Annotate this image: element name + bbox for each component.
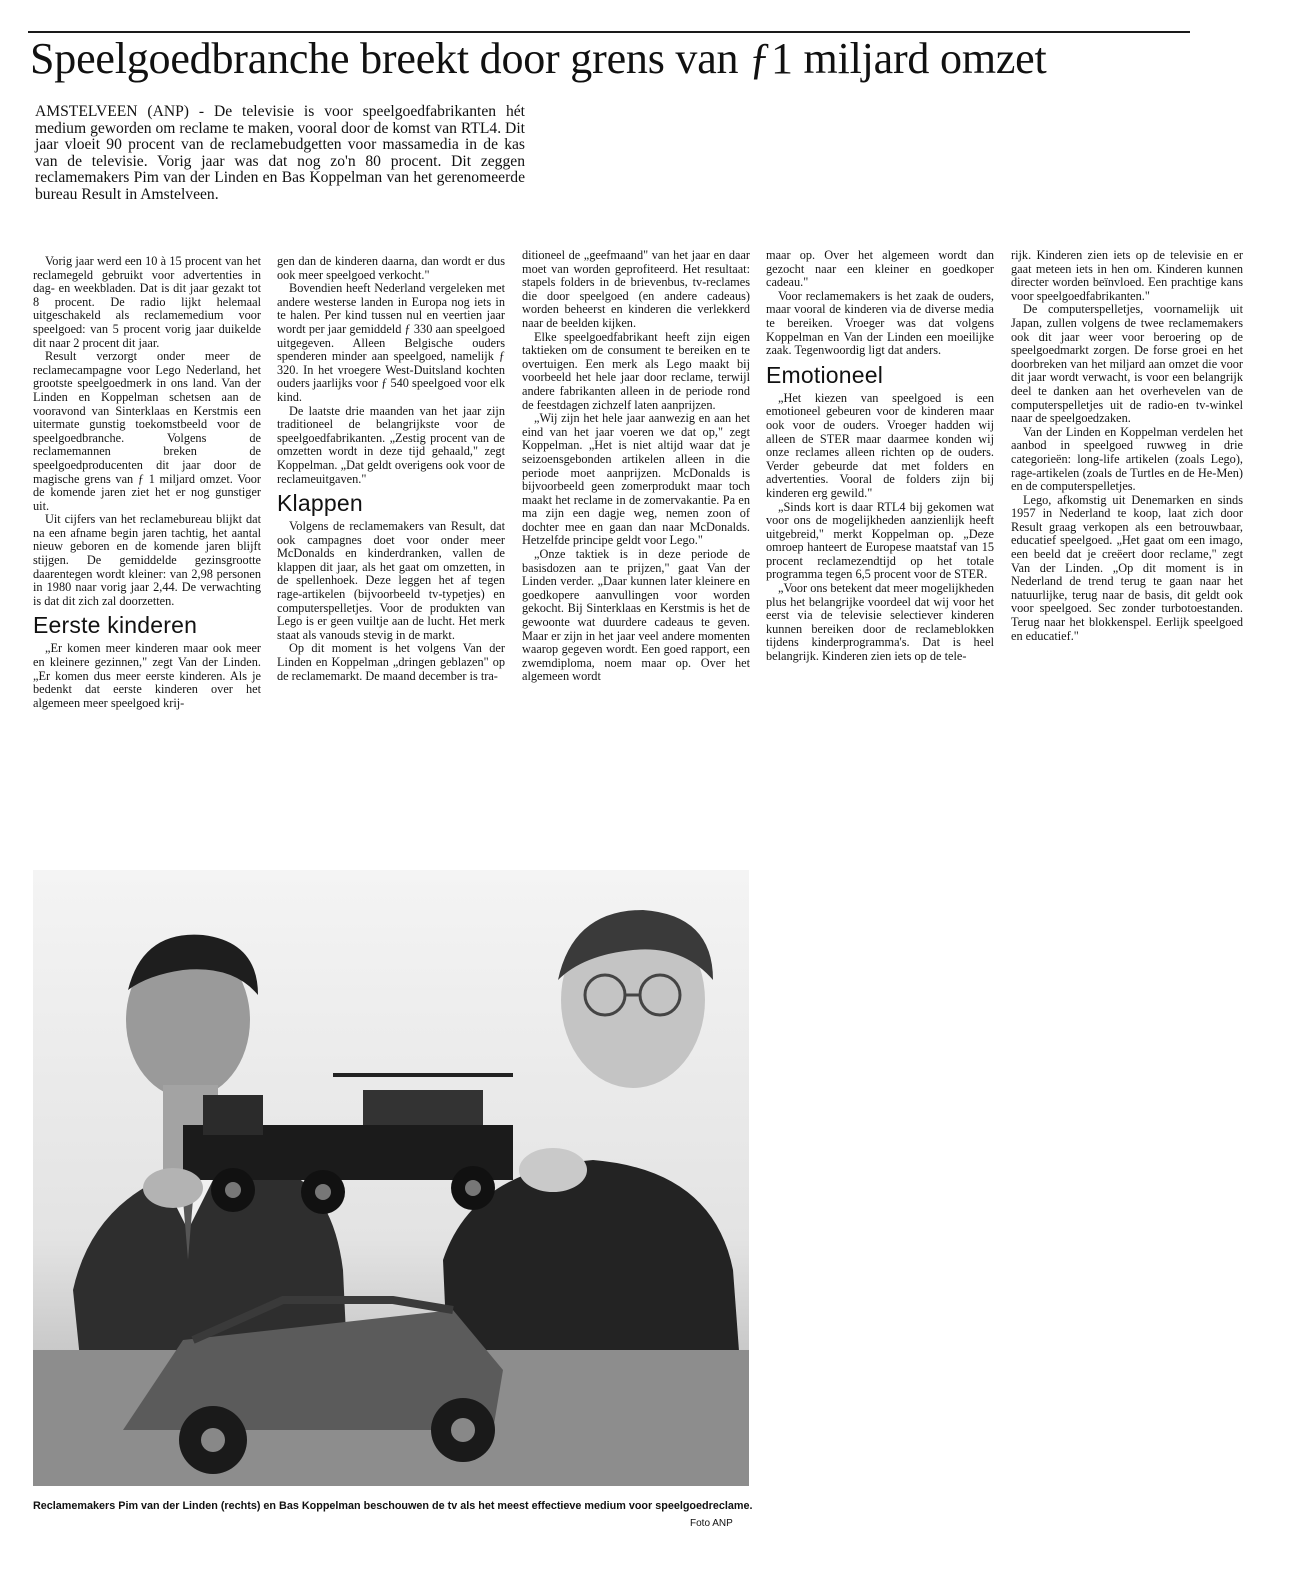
paragraph: Result verzorgt onder meer de reclamecampagne voor Lego Nederland, het grootste speelgoedmerk in ons land. Van der Linden en Koppelman schetsen aan de vooravond van Sinterklaas en Kerstmis een uitermate gunstig toekomstbeeld voor de speelgoedbranche. Volgens de reclamemannen breken de speelgoedproducenten dit jaar door de magische grens van ƒ 1 miljard omzet. Voor de komende jaren ziet het er nog gunstiger uit. [33, 349, 261, 513]
headline: Speelgoedbranche breekt door grens van ƒ1 miljard omzet [30, 34, 1047, 83]
paragraph: „Het kiezen van speelgoed is een emotioneel gebeuren voor de kinderen maar ook voor de ouders. Vroeger hadden wij alleen de STER maar daarmee konden wij onze reclames alleen richten op de ouders. Verder gebeurde dat met folders en advertenties. Vooral de folders zijn bij kinderen erg gewild." [766, 390, 994, 500]
article-column-5 [1011, 249, 1243, 799]
paragraph: rijk. Kinderen zien iets op de televisie en er gaat meteen iets in hen om. Kinderen kunnen directer worden beïnvloed. Een prachtige kans voor speelgoedfabrikanten." [1011, 249, 1243, 303]
paragraph: ditioneel de „geefmaand" van het jaar en daar moet van worden geprofiteerd. Het resultaat: stapels folders in de brievenbus, tv-reclames die door speelgoed (en andere cadeaus) worden beheerst en kinderen die verlekkerd naar de beelden kijken. [522, 249, 750, 330]
paragraph: Vorig jaar werd een 10 à 15 procent van het reclamegeld gebruikt voor advertenties in dag- en weekbladen. Dat is dit jaar gezakt tot 8 procent. De radio lijkt helemaal uitgeschakeld als reclamemedium voor speelgoed: van 5 procent vorig jaar duikelde dit naar 2 procent dit jaar. [33, 255, 261, 350]
paragraph: „Wij zijn het hele jaar aanwezig en aan het eind van het jaar voeren we dat op," zegt Koppelman. „Het is niet altijd waar dat je seizoensgebonden artikelen alleen in die periode moet aanprijzen. McDonalds is bijvoorbeeld geen zomerprodukt maar toch maakt het reclame in de zomervakantie. Pa en ma zijn een dagje weg, nemen zoon of dochter mee en gaan dan naar McDonalds. Hetzelfde principe geldt voor Lego." [522, 411, 750, 548]
paragraph: „Er komen meer kinderen maar ook meer en kleinere gezinnen," zegt Van der Linden. „Er komen dus meer eerste kinderen. Als je bedenkt dat eerste kinderen over het algemeen meer speelgoed krij- [33, 641, 261, 710]
photo-illustration [33, 870, 749, 1486]
subheading-eerste-kinderen: Eerste kinderen [33, 612, 198, 639]
paragraph: Volgens de reclamemakers van Result, dat ook campagnes doet voor onder meer McDonalds en kinderdranken, vallen de klappen dit jaar, als het gaat om omzetten, in de spellenhoek. Deze leggen het af tegen rage-artikelen (bijvoorbeeld tv-typetjes) en computerspelletjes. Voor de produkten van Lego is er geen vuiltje aan de lucht. Het merk staat als vanouds stevig in de markt. [277, 519, 505, 642]
article-column-2 [277, 255, 505, 845]
paragraph: „Voor ons betekent dat meer mogelijkheden plus het belangrijke voordeel dat wij voor het eerst via de televisie selectiever kinderen kunnen bereiken door de reclameblokken tijdens kinderprogramma's. Dat is heel belangrijk. Kinderen zien iets op de tele- [766, 581, 994, 664]
paragraph: Voor reclamemakers is het zaak de ouders, maar vooral de kinderen via de diverse media te bereiken. Vroeger was dat volgens Koppelman en Van der Linden een moeilijke zaak. Tegenwoordig ligt dat anders. [766, 288, 994, 358]
paragraph: Van der Linden en Koppelman verdelen het aanbod in speelgoed ruwweg in drie categorieën: long-life artikelen (zoals Lego), rage-artikelen (zoals de Turtles en de He-Men) en de computerspelletjes. [1011, 424, 1243, 494]
paragraph: Uit cijfers van het reclamebureau blijkt dat na een afname begin jaren tachtig, het aantal nieuw geboren en de komende jaren blijft stijgen. De gemiddelde gezinsgrootte daarentegen wordt kleiner: van 2,98 personen in 1980 naar vorig jaar 2,44. De verwachting is dat dit zich zal doorzetten. [33, 512, 261, 608]
paragraph: De laatste drie maanden van het jaar zijn traditioneel de belangrijkste voor de speelgoedfabrikanten. „Zestig procent van de omzetten wordt in deze tijd gehaald," zegt Koppelman. „Dat geldt overigens ook voor de reclameuitgaven." [277, 403, 505, 486]
paragraph: De computerspelletjes, voornamelijk uit Japan, zullen volgens de twee reclamemakers ook dit jaar weer voor beroering op de speelgoedmarkt zorgen. De forse groei en het doorbreken van het miljard aan omzet die voor dit jaar wordt verwacht, is voor een belangrijk deel te danken aan het overhevelen van de computerspelletjes uit de radio-en tv-winkel naar de speelgoedzaken. [1011, 302, 1243, 426]
paragraph: Elke speelgoedfabrikant heeft zijn eigen taktieken om de consument te bereiken en te overtuigen. Een merk als Lego maakt bij voorbeeld het hele jaar door reclame, terwijl andere fabrikanten alleen in de periode rond de feestdagen zichzelf laten aanprijzen. [522, 329, 750, 412]
photo-credit: Foto ANP [690, 1518, 733, 1529]
article-column-4 [766, 249, 994, 839]
intro-paragraph: AMSTELVEEN (ANP) - De televisie is voor speelgoedfabrikanten hét medium geworden om reclame te maken, vooral door de komst van RTL4. Dit jaar vloeit 90 procent van de reclamebudgetten voor massamedia in de kas van de televisie. Vorig jaar was dat nog zo'n 80 procent. Dit zeggen reclamemakers Pim van der Linden en Bas Koppelman van het gerenomeerde bureau Result in Amstelveen. [35, 103, 525, 203]
paragraph: „Onze taktiek is in deze periode de basisdozen aan te prijzen," gaat Van der Linden verder. „Daar kunnen later kleinere en goedkopere aanvullingen voor worden gekocht. Bij Sinterklaas en Kerstmis is het de gewoonte wat duurdere cadeaus te geven. Maar er zijn in het jaar veel andere momenten waarop gegeven wordt. Een goed rapport, een zwemdiploma, noem maar op. Over het algemeen wordt [522, 547, 750, 684]
paragraph: Bovendien heeft Nederland vergeleken met andere westerse landen in Europa nog iets in te halen. Per kind tussen nul en veertien jaar wordt per jaar gemiddeld ƒ 330 aan speelgoed uitgegeven. Alleen Belgische ouders spenderen minder aan speelgoed, namelijk ƒ 320. In het vroegere West-Duitsland kochten ouders jaarlijks voor ƒ 540 speelgoed voor elk kind. [277, 281, 505, 404]
article-column-1 [33, 255, 261, 845]
news-photo [33, 870, 749, 1486]
article-column-3 [522, 249, 750, 839]
paragraph: gen dan de kinderen daarna, dan wordt er dus ook meer speelgoed verkocht." [277, 255, 505, 282]
paragraph: Op dit moment is het volgens Van der Linden en Koppelman „dringen geblazen" op de reclamemarkt. De maand december is tra- [277, 641, 505, 683]
paragraph: Lego, afkomstig uit Denemarken en sinds 1957 in Nederland te koop, laat zich door Result graag verkopen als een betrouwbaar, educatief speelgoed. „Het gaat om een imago, een beeld dat je creëert door reclame," zegt Van der Linden. „Op dit moment is in Nederland de trend terug te gaan naar het natuurlijke, terug naar de basis, dit geldt ook voor speelgoed. Sec zonder turbotoestanden. Terug naar het blokkenspel. Eerlijk speelgoed en educatief." [1011, 492, 1243, 643]
photo-caption: Reclamemakers Pim van der Linden (rechts) en Bas Koppelman beschouwen de tv als het meest effectieve medium voor speelgoedreclame. [33, 1500, 753, 1512]
paragraph: maar op. Over het algemeen wordt dan gezocht naar een kleiner en goedkoper cadeau." [766, 249, 994, 290]
subheading-klappen: Klappen [277, 490, 363, 517]
paragraph: „Sinds kort is daar RTL4 bij gekomen wat voor ons de mogelijkheden aanzienlijk heeft uitgebreid," merkt Koppelman op. „Deze omroep hanteert de Europese maatstaf van 15 procent reclamezendtijd op het totale programma tegen 6,5 procent voor de STER. [766, 499, 994, 582]
subheading-emotioneel: Emotioneel [766, 361, 884, 388]
